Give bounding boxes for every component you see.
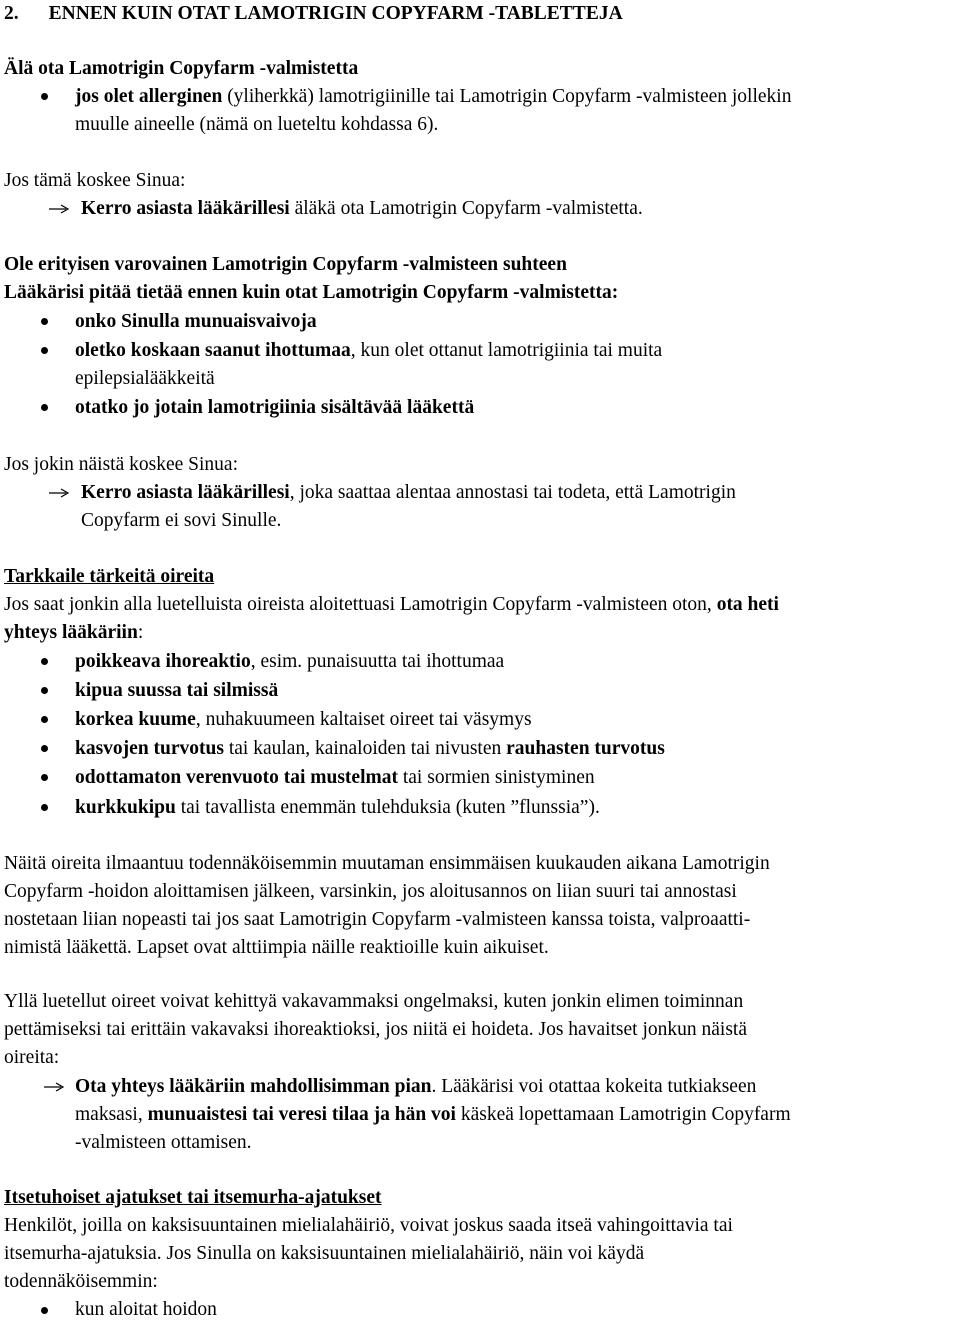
bullet-icon (41, 1307, 48, 1314)
bullet-icon (41, 404, 48, 411)
symptom-item: korkea kuume, nuhakuumeen kaltaiset oireet tai väsymys (75, 709, 532, 730)
bullet-icon (41, 318, 48, 325)
section3-intro: Jos saat jonkin alla luetelluista oireista aloitettuasi Lamotrigin Copyfarm -valmisteen oton, ota heti (4, 594, 779, 615)
symptom-item: poikkeava ihoreaktio, esim. punaisuutta tai ihottumaa (75, 651, 505, 672)
bullet-icon (41, 687, 48, 694)
paragraph-line: Copyfarm -hoidon aloittamisen jälkeen, varsinkin, jos aloitusannos on liian suuri tai annostasi (4, 881, 737, 902)
section1-action: Kerro asiasta lääkärillesi äläkä ota Lamotrigin Copyfarm -valmistetta. (81, 198, 643, 219)
symptom-item: odottamaton verenvuoto tai mustelmat tai sormien sinistyminen (75, 767, 595, 788)
bullet-icon (41, 93, 48, 100)
action3-line1: Ota yhteys lääkäriin mahdollisimman pian. Lääkärisi voi otattaa kokeita tutkiakseen (75, 1076, 757, 1097)
paragraph-line: nostetaan liian nopeasti tai jos saat Lamotrigin Copyfarm -valmisteen kanssa toista, valproaatti- (4, 909, 751, 930)
bullet-icon (41, 745, 48, 752)
paragraph-line: Yllä luetellut oireet voivat kehittyä vakavammaksi ongelmaksi, kuten jonkin elimen toiminnan (4, 991, 744, 1012)
symptom-item: kipua suussa tai silmissä (75, 680, 279, 701)
section2-bullet3: otatko jo jotain lamotrigiinia sisältävää lääkettä (75, 397, 475, 418)
section1-bullet1: jos olet allerginen (yliherkkä) lamotrigiinille tai Lamotrigin Copyfarm -valmisteen jollekin (75, 86, 792, 107)
section2-action-cont: Copyfarm ei sovi Sinulle. (81, 510, 282, 531)
paragraph-line: Näitä oireita ilmaantuu todennäköisemmin muutaman ensimmäisen kuukauden aikana Lamotrigin (4, 853, 770, 874)
arrow-right-icon (49, 488, 69, 498)
arrow-right-icon (44, 1082, 64, 1092)
section1-bullet1-cont: muulle aineelle (nämä on lueteltu kohdassa 6). (75, 114, 439, 135)
bullet-icon (41, 716, 48, 723)
paragraph-line: pettämiseksi tai erittäin vakavaksi ihoreaktioksi, jos niitä ei hoideta. Jos havaitset jonkun näistä (4, 1019, 747, 1040)
arrow-right-icon (49, 204, 69, 214)
symptom-item: kurkkukipu tai tavallista enemmän tulehduksia (kuten ”flunssia”). (75, 797, 600, 818)
paragraph-line: nimistä lääkettä. Lapset ovat alttiimpia näille reaktioille kuin aikuiset. (4, 937, 549, 958)
bullet-icon (41, 347, 48, 354)
action3-line3: -valmisteen ottamisen. (75, 1132, 252, 1153)
section2-applies: Jos jokin näistä koskee Sinua: (4, 454, 238, 475)
bullet-icon (41, 658, 48, 665)
section2-action: Kerro asiasta lääkärillesi, joka saattaa alentaa annostasi tai todeta, että Lamotrigin (81, 482, 736, 503)
action3-line2: maksasi, munuaistesi tai veresi tilaa ja hän voi käskeä lopettamaan Lamotrigin Copyfarm (75, 1104, 791, 1125)
section1-title: Älä ota Lamotrigin Copyfarm -valmistetta (4, 58, 359, 79)
paragraph-line: todennäköisemmin: (4, 1271, 158, 1292)
section3-title: Tarkkaile tärkeitä oireita (4, 566, 215, 587)
section1-applies: Jos tämä koskee Sinua: (4, 170, 186, 191)
paragraph-line: itsemurha-ajatuksia. Jos Sinulla on kaksisuuntainen mielialahäiriö, näin voi käydä (4, 1243, 645, 1264)
section2-bullet2: oletko koskaan saanut ihottumaa, kun olet ottanut lamotrigiinia tai muita (75, 340, 663, 361)
section3-intro-cont: yhteys lääkäriin: (4, 622, 144, 643)
paragraph-line: Henkilöt, joilla on kaksisuuntainen mielialahäiriö, voivat joskus saada itseä vahingoittavia tai (4, 1215, 733, 1236)
paragraph-line: oireita: (4, 1047, 60, 1068)
section4-title: Itsetuhoiset ajatukset tai itsemurha-ajatukset (4, 1187, 382, 1208)
section2-bullet2-cont: epilepsialääkkeitä (75, 368, 215, 389)
symptom-item: kasvojen turvotus tai kaulan, kainaloiden tai nivusten rauhasten turvotus (75, 738, 665, 759)
section4-bullet1: kun aloitat hoidon (75, 1299, 217, 1320)
bullet-icon (41, 804, 48, 811)
bullet-icon (41, 774, 48, 781)
section2-intro: Lääkärisi pitää tietää ennen kuin otat Lamotrigin Copyfarm -valmistetta: (4, 282, 619, 303)
section2-title: Ole erityisen varovainen Lamotrigin Copyfarm -valmisteen suhteen (4, 254, 567, 275)
section-heading: 2. ENNEN KUIN OTAT LAMOTRIGIN COPYFARM -TABLETTEJA (4, 3, 623, 24)
section2-bullet1: onko Sinulla munuaisvaivoja (75, 311, 317, 332)
